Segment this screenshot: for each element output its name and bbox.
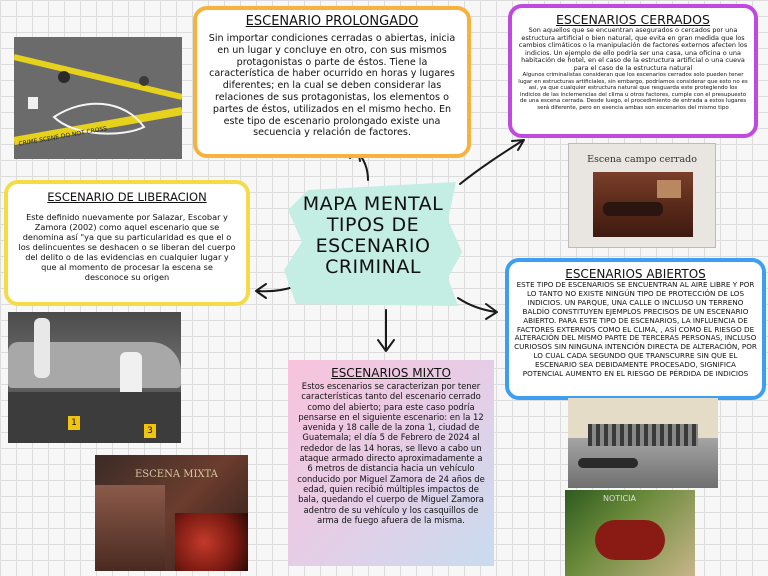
cerrado-photo-image (593, 172, 693, 237)
crime-tape-text: CRIME SCENE DO NOT CROSS (18, 125, 108, 148)
abiertos-card[interactable] (505, 258, 766, 400)
cerrados-text: Son aquellos que se encuentran asegurados o cercados por una estructura artificial o bien natural, que evita en gran medida que los cambios climáticos o la manipulación de factores externos afecten los indicios. Un ejemplo de ello podría ser una casa, una oficina o una habitación de hotel, en el caso de la estructura artificial o una cueva para el caso de la estructura natural (518, 26, 748, 72)
center-line-3: ESCENARIO (315, 235, 431, 257)
mixto-title: ESCENARIOS MIXTO (331, 366, 451, 380)
prolongado-card[interactable] (193, 6, 471, 158)
noticia-watermark: NOTICIA (603, 494, 636, 503)
liberacion-title: ESCENARIO DE LIBERACION (47, 190, 207, 204)
center-line-1: MAPA MENTAL (302, 193, 444, 215)
liberacion-photo (8, 312, 181, 443)
crime-tape-photo (14, 37, 182, 159)
evidence-marker-1: 1 (68, 416, 80, 430)
abiertos-photo (568, 398, 718, 488)
cerrados-card[interactable] (508, 4, 758, 138)
cerrado-caption: Escena campo cerrado (587, 154, 697, 165)
mixto-card[interactable] (288, 360, 494, 566)
arrow-to-cerrados-head (512, 140, 524, 150)
center-line-4: CRIMINAL (325, 256, 421, 278)
cerrado-photo (568, 143, 716, 248)
cerrados-text-2: Algunos criminalistas consideran que los escenarios cerrados solo pueden tener lugar en estructuras artificiales, sin embargo, podríamos considerar que esto no es así, ya que cualquier estructura natural que resguarda este protegiendo los indicios de las inclemencias del clima u otros factores, cumple con el presupuesto de una escena cerrada. Desde luego, el procedimiento de entrada a estos lugares será diferente, pero en esencia ambas son escenarios del mismo tipo (518, 72, 748, 111)
noticia-photo (565, 490, 695, 576)
mixta-caption: ESCENA MIXTA (135, 469, 218, 480)
mixta-photo (95, 455, 248, 571)
center-node[interactable] (280, 180, 466, 310)
mixto-text: Estos escenarios se caracterizan por tener características tanto del escenario cerrado como del abierto; para este caso podría pensarse en el siguiente escenario: en la 12 avenida y 18 calle de la zona 1, ciudad de Guatemala; el día 5 de Febrero de 2024 al rededor de las 14 horas, se llevo a cabo un ataque armado directo aproximadamente a 6 metros de distancia hacia un vehículo conducido por Miguel Zamora de 24 años de edad, quien recibió múltiples impactos de bala, quedando el cuerpo de Miguel Zamora adentro de su vehículo y los casquillos de arma de fuego afuera de la misma. (297, 381, 485, 525)
evidence-marker-3: 3 (144, 424, 156, 438)
cerrados-title: ESCENARIOS CERRADOS (556, 12, 710, 27)
prolongado-title: ESCENARIO PROLONGADO (245, 14, 419, 29)
center-title (280, 194, 466, 278)
prolongado-text: Sin importar condiciones cerradas o abiertas, inicia en un lugar y concluye en otro, con sus mismos protagonistas o parte de éstos. Tiene la característica de haber ocurrido en horas y lugares diferentes; en la cual se deben considerar las relaciones de sus protagonistas, los elementos o partes de éstos, utilizados en el mismo hecho. En este tipo de escenario prolongado existe una secuencia y relación de factores. (208, 33, 456, 139)
liberacion-text: Este definido nuevamente por Salazar, Escobar y Zamora (2002) como aquel escenario que se denomina así "ya que su particularidad es que el o los delincuentes se deshacen o se liberan del cuerpo del delito o de las evidencias en cualquier lugar y que al momento de procesar la escena se desconoce su origen (18, 212, 236, 282)
abiertos-title: ESCENARIOS ABIERTOS (565, 267, 706, 281)
abiertos-text: ESTE TIPO DE ESCENARIOS SE ENCUENTRAN AL AIRE LIBRE Y POR LO TANTO NO EXISTE NINGÚN TIPO DE PROTECCIÓN DE LOS INDICIOS. UN PARQUE, UNA CALLE O INCLUSO UN TERRENO BALDÍO CONSTITUYEN EJEMPLOS PRECISOS DE UN ESCENARIO ABIERTO. PARA ESTE TIPO DE ESCENARIOS, LA INFLUENCIA DE FACTORES EXTERNOS COMO EL CLIMA, , ASÍ COMO EL RIESGO DE ALTERACIÓN DEL MISMO PARTE DE TERCERAS PERSONAS, INCLUSO CURIOSOS SIN NINGUNA INTENCIÓN DIRECTA DE ALTERACIÓN, POR LO CUAL CADA SEGUNDO QUE TRANSCURRE SIN QUE EL ESCENARIO SEA DEBIDAMENTE PROCESADO, SIGNIFICA POTENCIAL AUMENTO EN EL RIESGO DE PÉRDIDA DE INDICIOS (514, 280, 757, 379)
center-line-2: TIPOS DE (326, 214, 420, 236)
liberacion-card[interactable] (4, 180, 250, 306)
